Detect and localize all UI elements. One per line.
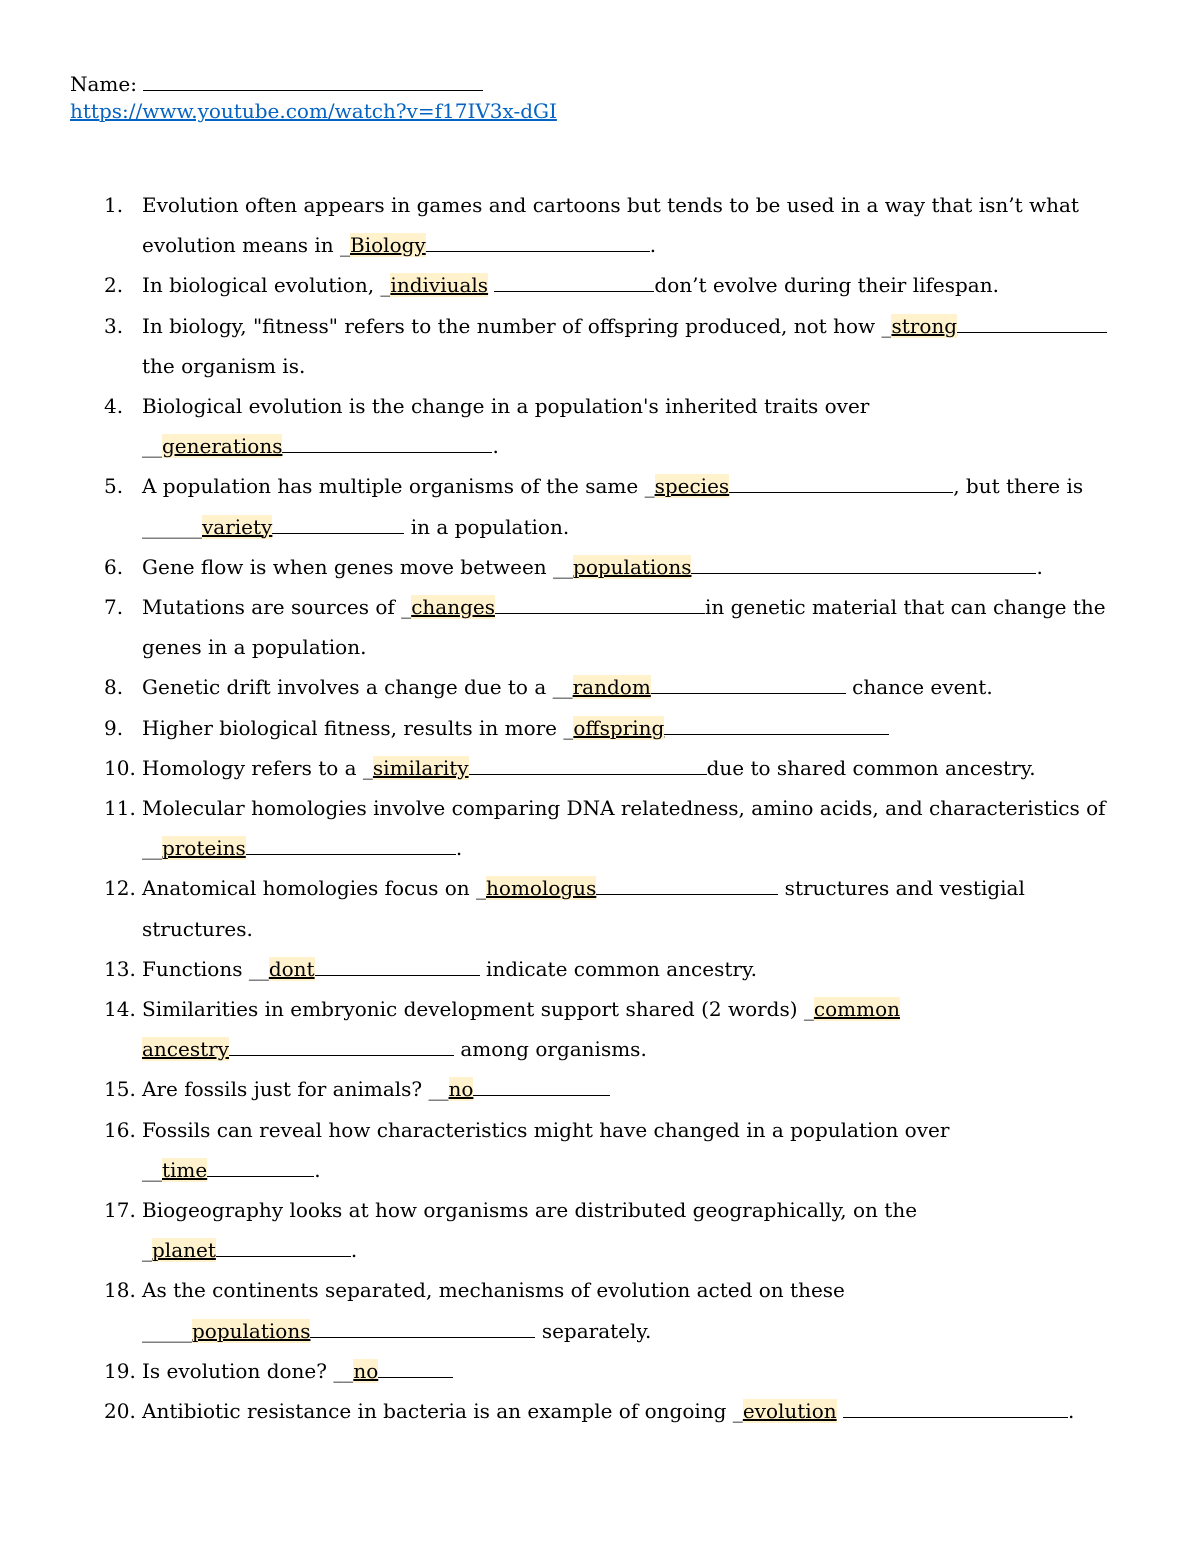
question-4: 4. Biological evolution is the change in a population's inherited traits over __generations . <box>104 394 870 459</box>
answer: indiviuals <box>390 273 489 298</box>
youtube-link[interactable]: https://www.youtube.com/watch?v=f17IV3x-dGI <box>70 99 557 123</box>
question-7: 7. Mutations are sources of _changes in genetic material that can change the genes in a population. <box>0 587 1142 667</box>
question-6: 6. Gene flow is when genes move between __populations . <box>0 547 1142 587</box>
answer: similarity <box>372 755 469 780</box>
answer: homologus <box>486 876 597 901</box>
name-blank[interactable] <box>143 70 483 91</box>
question-list <box>0 185 1200 1431</box>
answer: no <box>353 1358 379 1383</box>
question-14: 14. Similarities in embryonic development support shared (2 words) _common ancestry among organisms. <box>104 997 900 1062</box>
question-10: 10. Homology refers to a _similarity due to shared common ancestry. <box>0 748 1142 788</box>
answer: proteins <box>162 836 246 861</box>
name-label: Name: <box>70 72 137 96</box>
answer: changes <box>411 595 495 620</box>
question-13: 13. Functions __dont indicate common ancestry. <box>0 949 1142 989</box>
answer: species <box>654 474 730 499</box>
question-11: 11. Molecular homologies involve comparing DNA relatedness, amino acids, and characteristics of __proteins . <box>104 796 1106 861</box>
answer: populations <box>192 1318 311 1343</box>
question-1: 1. Evolution often appears in games and cartoons but tends to be used in a way that isn’t what evolution means in _Biology . <box>104 193 1079 258</box>
answer: common <box>813 997 900 1022</box>
answer: generations <box>162 434 283 459</box>
question-17: 17. Biogeography looks at how organisms are distributed geographically, on the _planet . <box>104 1198 918 1263</box>
question-16: 16. Fossils can reveal how characteristics might have changed in a population over __time . <box>104 1117 950 1182</box>
question-5: 5. A population has multiple organisms of the same _species , but there is ______variety in a population. <box>0 466 1142 546</box>
answer: Biology <box>350 233 426 258</box>
answer: random <box>572 675 651 700</box>
answer: strong <box>891 313 958 338</box>
question-3: 3. In biology, "fitness" refers to the number of offspring produced, not how _strong the organism is. <box>0 306 1142 386</box>
answer: offspring <box>573 715 665 740</box>
name-field-line <box>70 70 483 97</box>
answer: ancestry <box>142 1037 230 1062</box>
answer: no <box>448 1077 474 1102</box>
question-18: 18. As the continents separated, mechanisms of evolution acted on these _____populations separately. <box>104 1278 845 1343</box>
question-19: 19. Is evolution done? __no <box>0 1351 1142 1391</box>
answer: planet <box>152 1238 216 1263</box>
question-2: 2. In biological evolution, _indiviuals don’t evolve during their lifespan. <box>0 265 1142 305</box>
answer: variety <box>202 514 273 539</box>
answer: populations <box>573 554 692 579</box>
question-15: 15. Are fossils just for animals? __no <box>0 1069 1142 1109</box>
answer: time <box>162 1157 208 1182</box>
question-8: 8. Genetic drift involves a change due to a __random chance event. <box>0 667 1142 707</box>
question-9: 9. Higher biological fitness, results in more _offspring <box>0 708 1142 748</box>
question-12: 12. Anatomical homologies focus on _homologus structures and vestigial structures. <box>0 868 1142 948</box>
answer: dont <box>268 956 315 981</box>
answer: evolution <box>742 1399 837 1424</box>
question-20: 20. Antibiotic resistance in bacteria is an example of ongoing _evolution . <box>0 1391 1142 1431</box>
